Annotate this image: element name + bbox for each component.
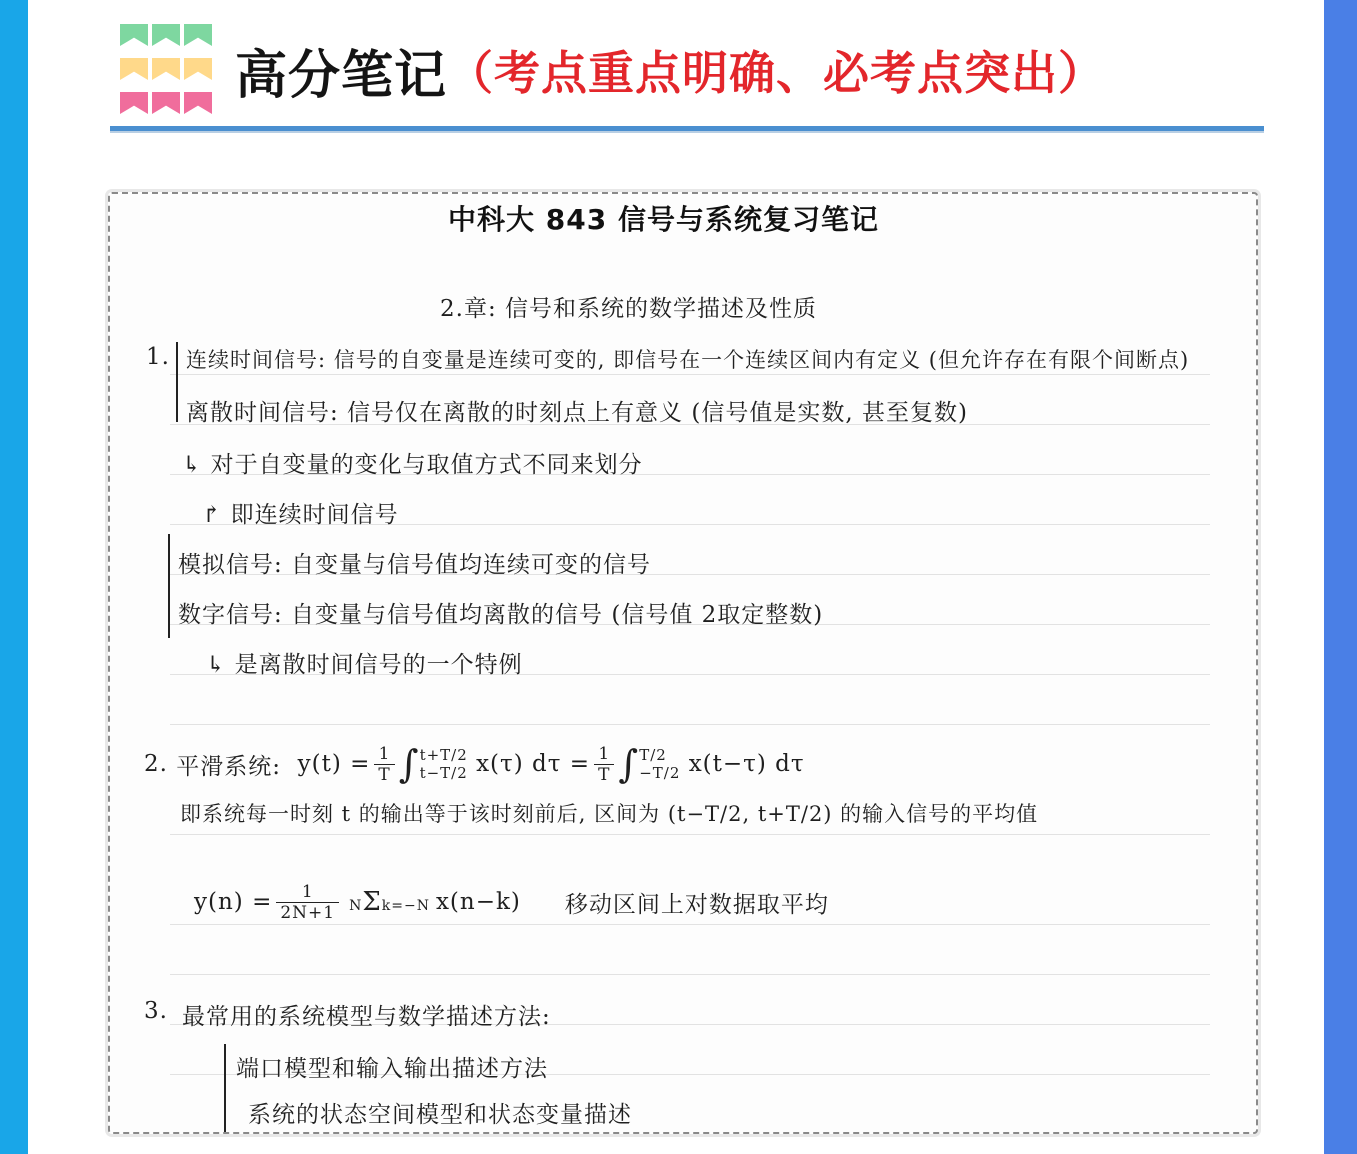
- page-heading: [235, 30, 1105, 110]
- eq1-integral-1-body: x(τ) dτ =: [476, 751, 591, 777]
- section-2-label: 平滑系统:: [176, 753, 282, 780]
- eq2-lhs: y(n) =: [194, 889, 273, 915]
- eq1-fraction-1: $\frac{1}{T}$: [374, 744, 394, 785]
- heading-title: 高分笔记: [235, 45, 448, 106]
- integral-sign-icon: ∫: [398, 742, 420, 786]
- eq1-integral-2-body: x(t−τ) dτ: [688, 751, 805, 777]
- heading-subtitle: （考点重点明确、必考点突出）: [447, 46, 1106, 100]
- section-1-line-2: 离散时间信号: 信号仅在离散的时刻点上有意义 (信号值是实数, 甚至复数): [186, 400, 968, 426]
- section-1-number: 1.: [146, 344, 170, 370]
- eq2-note: 移动区间上对数据取平均: [564, 891, 829, 918]
- section-1-line-4: ↱ 即连续时间信号: [202, 502, 399, 528]
- moving-average-equation: [194, 876, 829, 928]
- section-2-number: 2.: [144, 751, 168, 777]
- section-3-brace: [224, 1044, 226, 1134]
- eq1-fraction-2: $\frac{1}{T}$: [594, 744, 614, 785]
- section-1-brace: [176, 342, 178, 422]
- summation-icon: NΣk=−N: [349, 887, 430, 917]
- section-1-line-7: ↳ 是离散时间信号的一个特例: [206, 652, 523, 678]
- section-3-line-1: 端口模型和输入输出描述方法: [236, 1056, 548, 1082]
- right-accent-bar: [1324, 0, 1357, 1154]
- integral-sign-icon: ∫: [618, 742, 640, 786]
- section-3-number: 3.: [144, 998, 168, 1024]
- eq2-fraction: $\frac{1}{2N+1}$: [276, 882, 339, 923]
- section-1-brace-2: [168, 534, 170, 638]
- section-2-line-2: 即系统每一时刻 t 的输出等于该时刻前后, 区间为 (t−T/2, t+T/2) 的输入信号的平均值: [180, 802, 1039, 826]
- eq2-body: x(n−k): [435, 889, 521, 915]
- section-1-line-5: 模拟信号: 自变量与信号值均连续可变的信号: [178, 552, 652, 578]
- section-1-line-6: 数字信号: 自变量与信号值均离散的信号 (信号值 2取定整数): [178, 602, 824, 628]
- heading-underline-shadow: [110, 131, 1264, 133]
- eq1-lhs: y(t) =: [297, 751, 371, 777]
- eq1-integral-1-bounds: t+T/2 t−T/2: [419, 746, 468, 782]
- note-title: 中科大 843 信号与系统复习笔记: [448, 203, 879, 236]
- eq1-integral-2-bounds: T/2 −T/2: [639, 746, 681, 782]
- section-3-line-2: 系统的状态空间模型和状态变量描述: [248, 1102, 632, 1128]
- section-1-line-3: ↳ 对于自变量的变化与取值方式不同来划分: [182, 452, 643, 478]
- handwritten-note-card: [108, 192, 1258, 1134]
- bunting-icon: [118, 22, 218, 117]
- left-accent-bar: [0, 0, 28, 1154]
- section-3-label: 最常用的系统模型与数学描述方法:: [182, 1004, 551, 1030]
- chapter-heading: 2.章: 信号和系统的数学描述及性质: [440, 296, 818, 322]
- smoothing-equation: [144, 734, 805, 794]
- section-1-line-1: 连续时间信号: 信号的自变量是连续可变的, 即信号在一个连续区间内有定义 (但允许存在有限个间断点): [186, 348, 1190, 372]
